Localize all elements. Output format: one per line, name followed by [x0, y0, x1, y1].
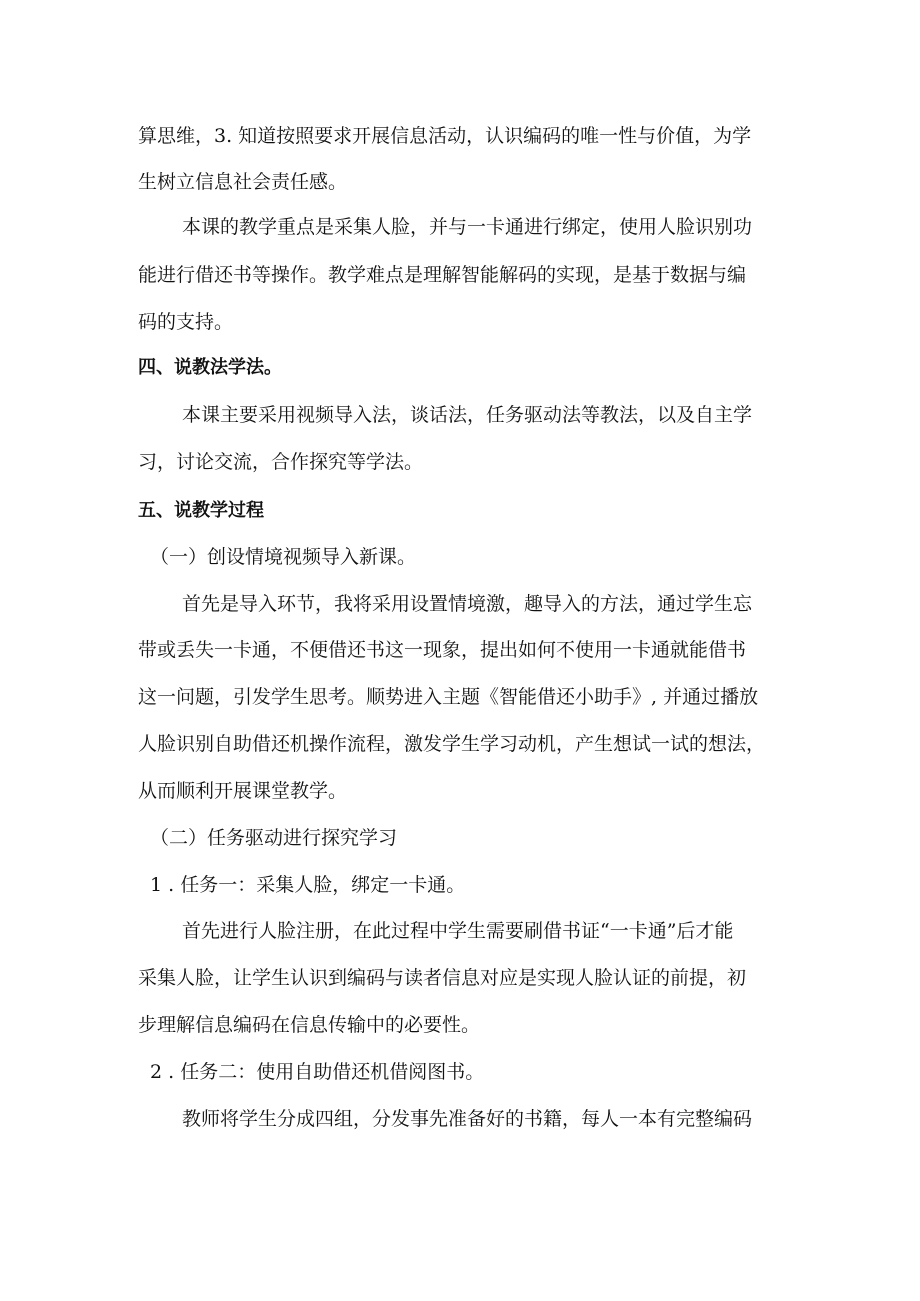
text-line: 带或丢失一卡通，不便借还书这一现象，提出如何不使用一卡通就能借书: [138, 639, 747, 661]
text-line: 生树立信息社会责任感。: [138, 171, 348, 193]
text-line: 算思维，3. 知道按照要求开展信息活动，认识编码的唯一性与价值，为学: [138, 125, 752, 147]
text-line: 首先是导入环节，我将采用设置情境激，趣导入的方法，通过学生忘: [182, 593, 753, 615]
subsection-heading: （一）创设情境视频导入新课。: [150, 546, 417, 568]
text-line: 习，讨论交流，合作探究等学法。: [138, 451, 424, 473]
text-line: 码的支持。: [138, 311, 234, 333]
task-heading: 2 . 任务二：使用自助借还机借阅图书。: [150, 1061, 485, 1083]
text-line: 首先进行人脸注册，在此过程中学生需要刷借书证“一卡通”后才能: [182, 920, 734, 942]
subsection-heading: （二）任务驱动进行探究学习: [150, 827, 398, 849]
section-heading: 五、说教学过程: [138, 500, 264, 521]
section-heading: 四、说教法学法。: [138, 357, 282, 378]
text-line: 本课的教学重点是采集人脸，并与一卡通进行绑定，使用人脸识别功: [182, 216, 753, 238]
text-line: 教师将学生分成四组，分发事先准备好的书籍，每人一本有完整编码: [182, 1108, 753, 1130]
text-line: 本课主要采用视频导入法，谈话法，任务驱动法等教法，以及自主学: [182, 404, 753, 426]
text-line: 从而顺利开展课堂教学。: [138, 780, 348, 802]
text-line: 这一问题，引发学生思考。顺势进入主题《智能借还小助手》, 并通过播放: [138, 686, 759, 708]
text-line: 人脸识别自助借还机操作流程，激发学生学习动机，产生想试一试的想法，: [138, 733, 766, 755]
text-line: 能进行借还书等操作。教学难点是理解智能解码的实现，是基于数据与编: [138, 264, 747, 286]
task-heading: 1 . 任务一：采集人脸，绑定一卡通。: [150, 874, 466, 896]
text-line: 步理解信息编码在信息传输中的必要性。: [138, 1014, 481, 1036]
text-line: 采集人脸，让学生认识到编码与读者信息对应是实现人脸认证的前提，初: [138, 967, 747, 989]
